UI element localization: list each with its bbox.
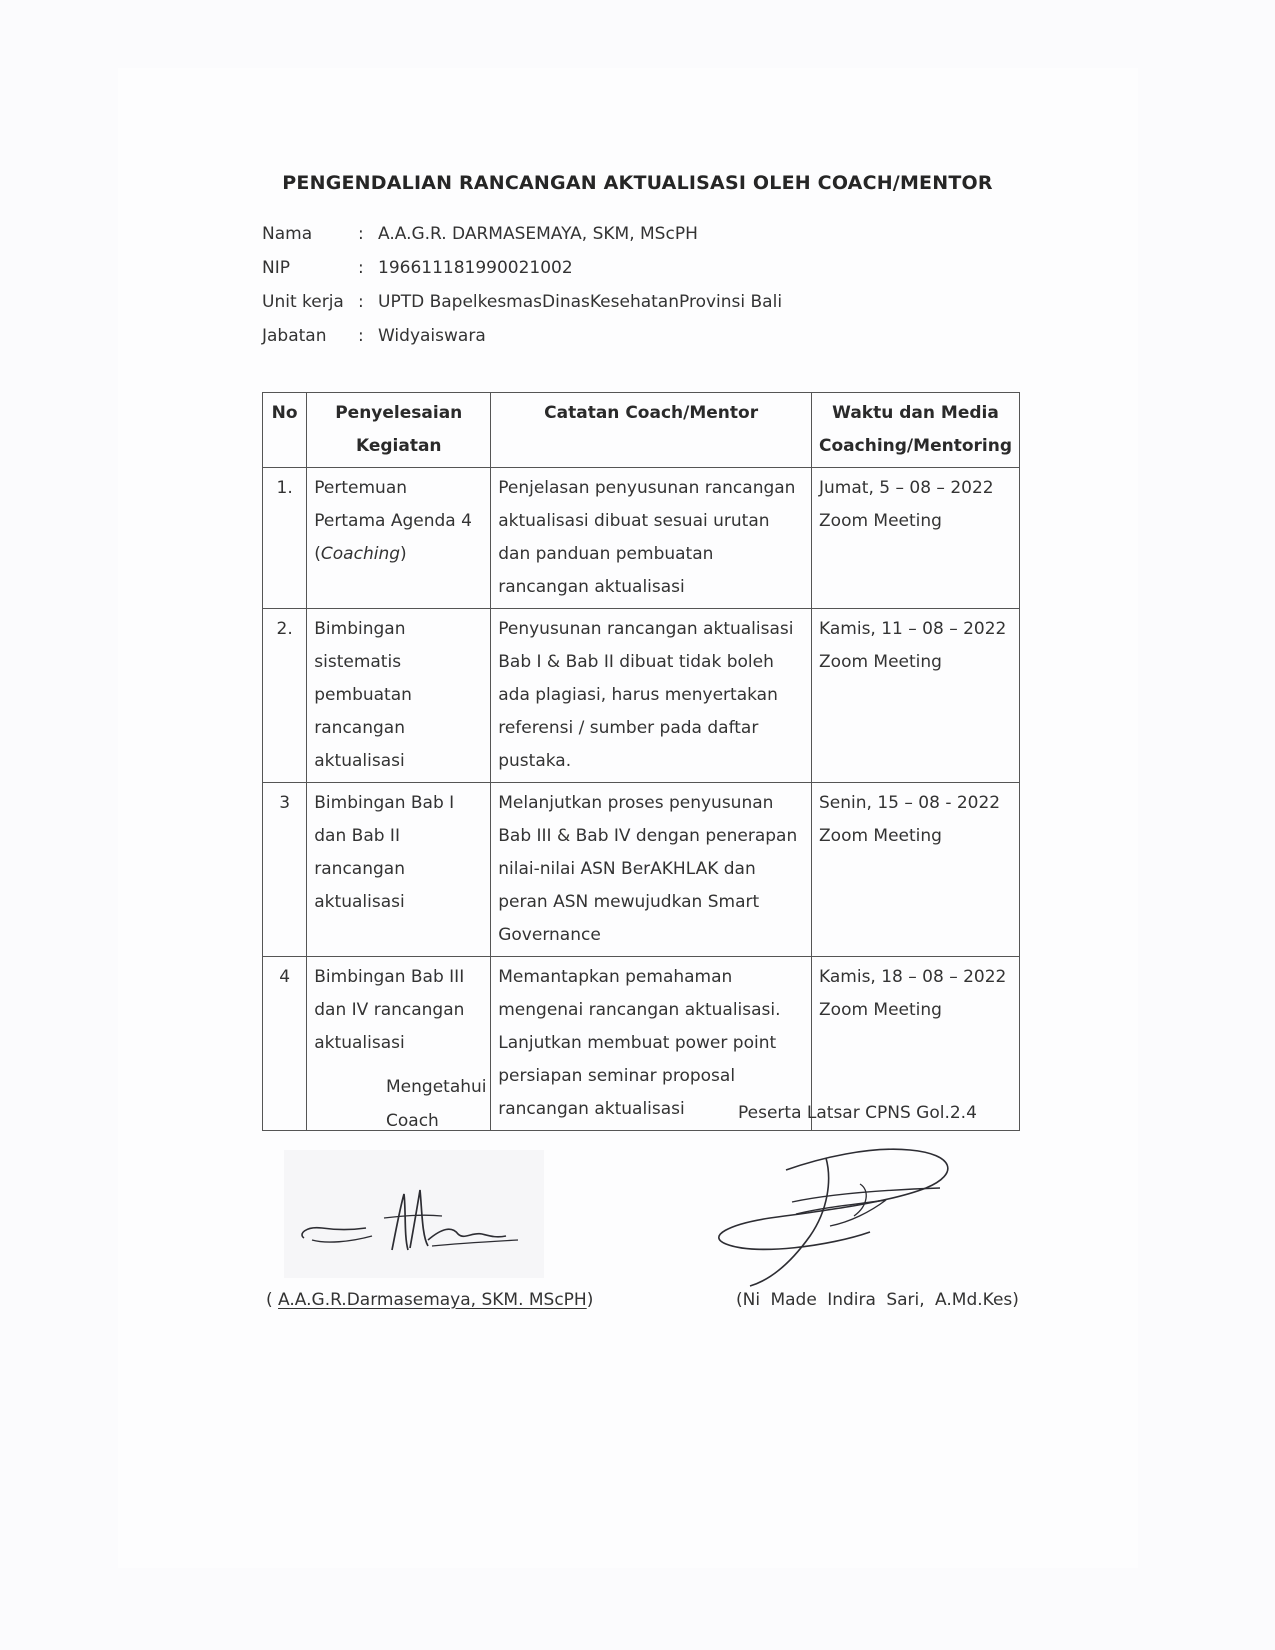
nip-label: NIP — [262, 258, 290, 278]
info-nip — [262, 258, 573, 278]
unit-label: Unit kerja — [262, 292, 344, 312]
row-catatan: Penyusunan rancangan aktualisasi Bab I & Bab II dibuat tidak boleh ada plagiasi, harus menyertakan referensi / sumber pada daftar pustaka. — [491, 609, 812, 783]
row-waktu — [812, 609, 1020, 783]
unit-colon: : — [358, 292, 364, 312]
waktu-date: Jumat, 5 – 08 – 2022 — [819, 478, 994, 498]
row-waktu — [812, 783, 1020, 957]
info-unit-kerja — [262, 292, 782, 312]
waktu-media: Zoom Meeting — [819, 511, 942, 531]
waktu-media: Zoom Meeting — [819, 652, 942, 672]
coaching-table — [262, 392, 1020, 1131]
table-row — [263, 609, 1020, 783]
header-catatan: Catatan Coach/Mentor — [491, 393, 812, 468]
row-no: 3 — [263, 783, 307, 957]
peserta-label: Peserta Latsar CPNS Gol.2.4 — [738, 1103, 977, 1123]
waktu-date: Kamis, 11 – 08 – 2022 — [819, 619, 1007, 639]
jabatan-label: Jabatan — [262, 326, 327, 346]
jabatan-value: Widyaiswara — [378, 326, 486, 346]
row-no: 1. — [263, 468, 307, 609]
waktu-media: Zoom Meeting — [819, 826, 942, 846]
row-kegiatan: Bimbingan Bab I dan Bab II rancangan aktualisasi — [307, 783, 491, 957]
mengetahui-label: Mengetahui — [386, 1077, 487, 1097]
row-catatan: Penjelasan penyusunan rancangan aktualisasi dibuat sesuai urutan dan panduan pembuatan rancangan aktualisasi — [491, 468, 812, 609]
waktu-date: Senin, 15 – 08 - 2022 — [819, 793, 1001, 813]
kegiatan-text: Pertemuan Pertama Agenda 4 ( — [314, 478, 472, 564]
row-catatan: Memantapkan pemahaman mengenai rancangan aktualisasi. Lanjutkan membuat power point persiapan seminar proposal rancangan aktualisasi — [491, 957, 812, 1131]
mengetahui-block — [386, 1070, 487, 1138]
kegiatan-close: ) — [400, 544, 407, 564]
row-kegiatan — [307, 468, 491, 609]
unit-value: UPTD BapelkesmasDinasKesehatanProvinsi Bali — [378, 292, 783, 312]
document-title: PENGENDALIAN RANCANGAN AKTUALISASI OLEH COACH/MENTOR — [282, 172, 993, 194]
info-jabatan — [262, 326, 486, 346]
coach-label: Coach — [386, 1111, 439, 1131]
nama-value: A.A.G.R. DARMASEMAYA, SKM, MScPH — [378, 224, 698, 244]
coach-name-text: A.A.G.R.Darmasemaya, SKM. MScPH — [278, 1290, 587, 1310]
jabatan-colon: : — [358, 326, 364, 346]
waktu-media: Zoom Meeting — [819, 1000, 942, 1020]
nip-colon: : — [358, 258, 364, 278]
nama-label: Nama — [262, 224, 313, 244]
table-row — [263, 468, 1020, 609]
coach-name-close: ) — [586, 1290, 594, 1310]
row-kegiatan: Bimbingan sistematis pembuatan rancangan aktualisasi — [307, 609, 491, 783]
header-waktu: Waktu dan Media Coaching/Mentoring — [812, 393, 1020, 468]
peserta-signature — [710, 1140, 990, 1290]
peserta-name: (Ni Made Indira Sari, A.Md.Kes) — [736, 1290, 1019, 1310]
coach-name — [266, 1290, 593, 1310]
table-row — [263, 783, 1020, 957]
row-catatan: Melanjutkan proses penyusunan Bab III & Bab IV dengan penerapan nilai-nilai ASN BerAKHLAK dan peran ASN mewujudkan Smart Governance — [491, 783, 812, 957]
row-no: 4 — [263, 957, 307, 1131]
coach-signature — [292, 1180, 532, 1270]
header-no: No — [263, 393, 307, 468]
info-nama — [262, 224, 698, 244]
kegiatan-italic: Coaching — [320, 544, 401, 564]
row-no: 2. — [263, 609, 307, 783]
row-kegiatan: Bimbingan Bab III dan IV rancangan aktualisasi — [307, 957, 491, 1131]
nama-colon: : — [358, 224, 364, 244]
nip-value: 196611181990021002 — [378, 258, 573, 278]
waktu-date: Kamis, 18 – 08 – 2022 — [819, 967, 1007, 987]
coach-name-open: ( — [266, 1290, 279, 1310]
table-header-row — [263, 393, 1020, 468]
header-kegiatan: Penyelesaian Kegiatan — [307, 393, 491, 468]
row-waktu — [812, 468, 1020, 609]
